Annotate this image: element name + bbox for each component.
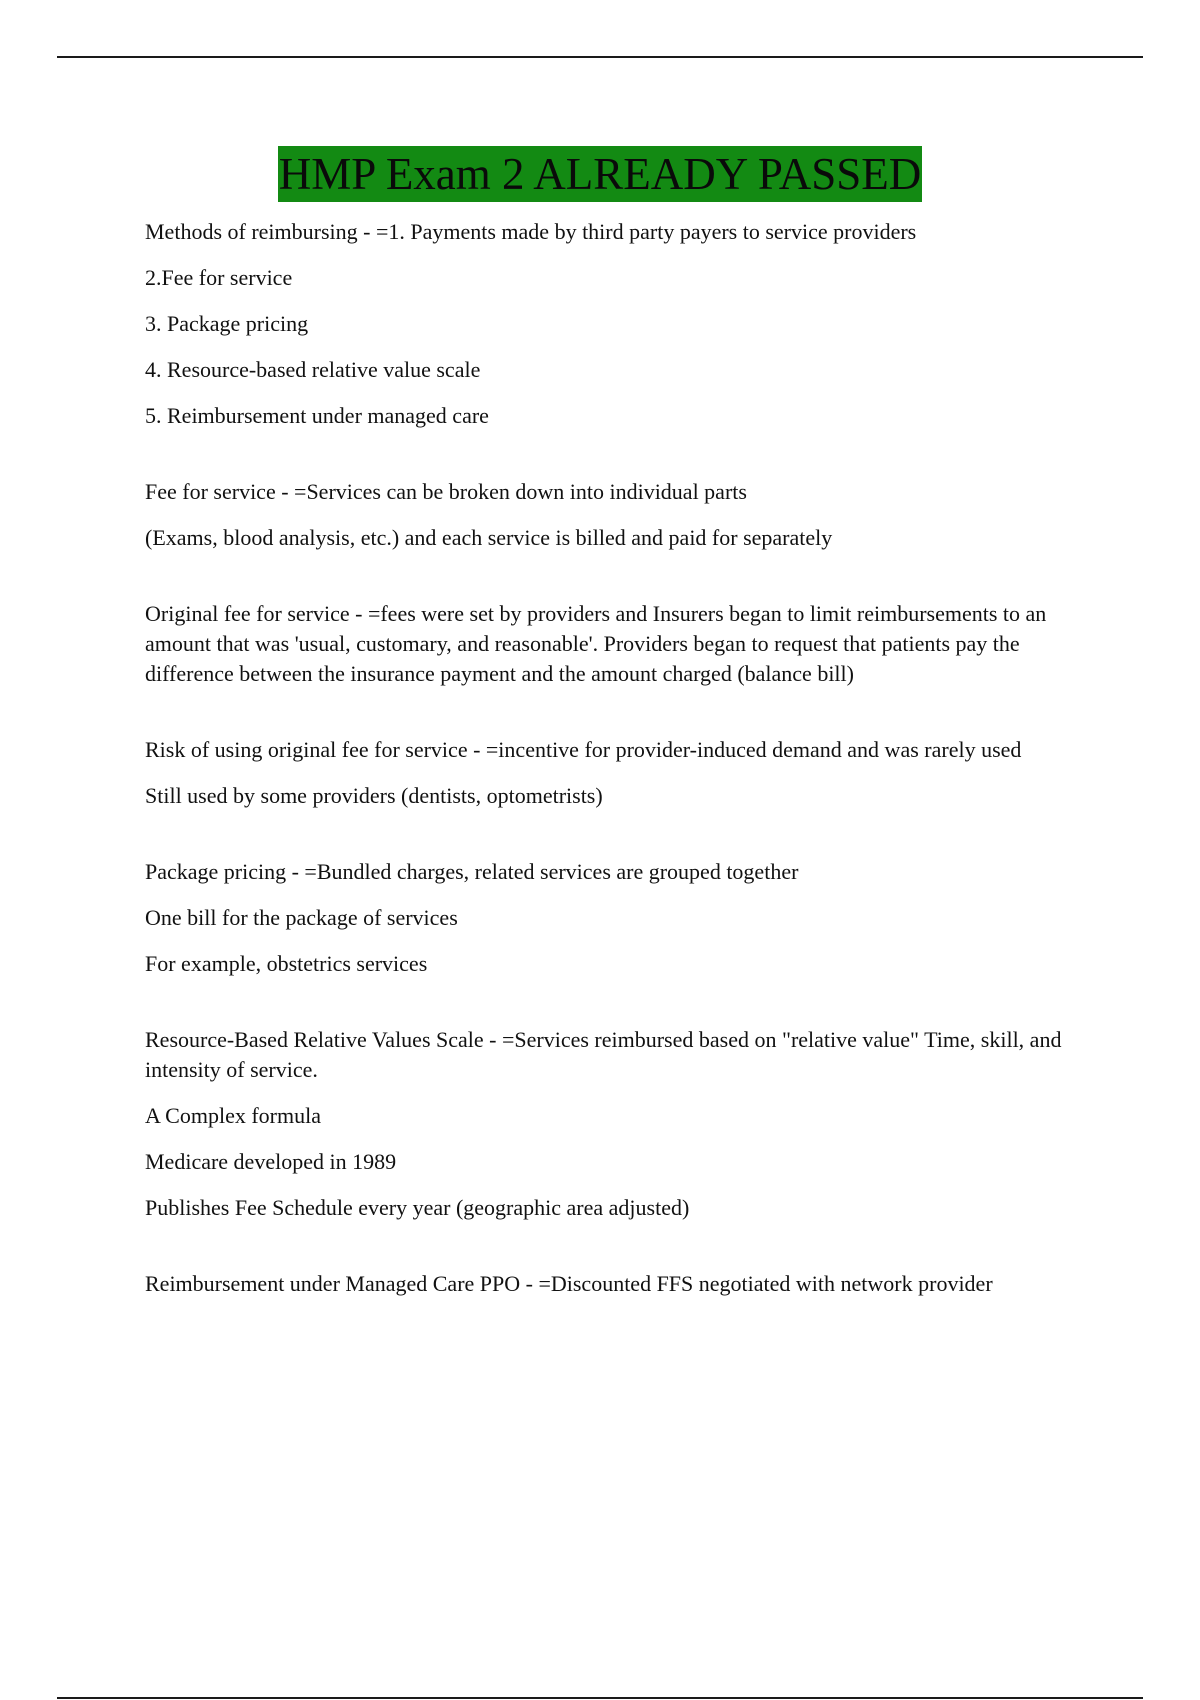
entry-line: 4. Resource-based relative value scale: [145, 357, 481, 382]
document-title: HMP Exam 2 ALREADY PASSED: [278, 146, 923, 202]
entry-line: 3. Package pricing: [145, 311, 309, 336]
entry-methods-of-reimbursing: [145, 217, 1100, 431]
entry-line: 2.Fee for service: [145, 265, 293, 290]
entry-line: Original fee for service - =fees were set by providers and Insurers began to limit reimbursements to an amount that was 'usual, customary, and reasonable'. Providers began to request that patients pay the difference between the insurance payment and the amount charged (balance bill): [145, 601, 1047, 686]
entry-line: Publishes Fee Schedule every year (geographic area adjusted): [145, 1195, 690, 1220]
entry-managed-care-ppo: [145, 1269, 1100, 1299]
entry-line: Package pricing - =Bundled charges, related services are grouped together: [145, 859, 799, 884]
title-container: [0, 146, 1200, 202]
entry-line: For example, obstetrics services: [145, 951, 428, 976]
entry-line: Methods of reimbursing - =1. Payments made by third party payers to service providers: [145, 219, 917, 244]
entry-fee-for-service: [145, 477, 1100, 553]
entry-line: Medicare developed in 1989: [145, 1149, 397, 1174]
entry-line: 5. Reimbursement under managed care: [145, 403, 489, 428]
entry-line: A Complex formula: [145, 1103, 321, 1128]
entry-package-pricing: [145, 857, 1100, 979]
entry-original-fee-for-service: [145, 599, 1100, 689]
entry-line: (Exams, blood analysis, etc.) and each service is billed and paid for separately: [145, 525, 833, 550]
top-divider: [57, 56, 1143, 58]
entry-line: Still used by some providers (dentists, optometrists): [145, 783, 603, 808]
entry-risk-original-fee-for-service: [145, 735, 1100, 811]
entry-line: Risk of using original fee for service - =incentive for provider-induced demand and was rarely used: [145, 737, 1022, 762]
entry-line: Resource-Based Relative Values Scale - =Services reimbursed based on "relative value" Time, skill, and intensity of service.: [145, 1027, 1062, 1082]
entry-rbrvs: [145, 1025, 1100, 1223]
entry-line: One bill for the package of services: [145, 905, 458, 930]
entry-line: Fee for service - =Services can be broken down into individual parts: [145, 479, 747, 504]
entry-line: Reimbursement under Managed Care PPO - =Discounted FFS negotiated with network provider: [145, 1271, 993, 1296]
document-body: [145, 217, 1100, 1345]
bottom-divider: [57, 1697, 1143, 1699]
